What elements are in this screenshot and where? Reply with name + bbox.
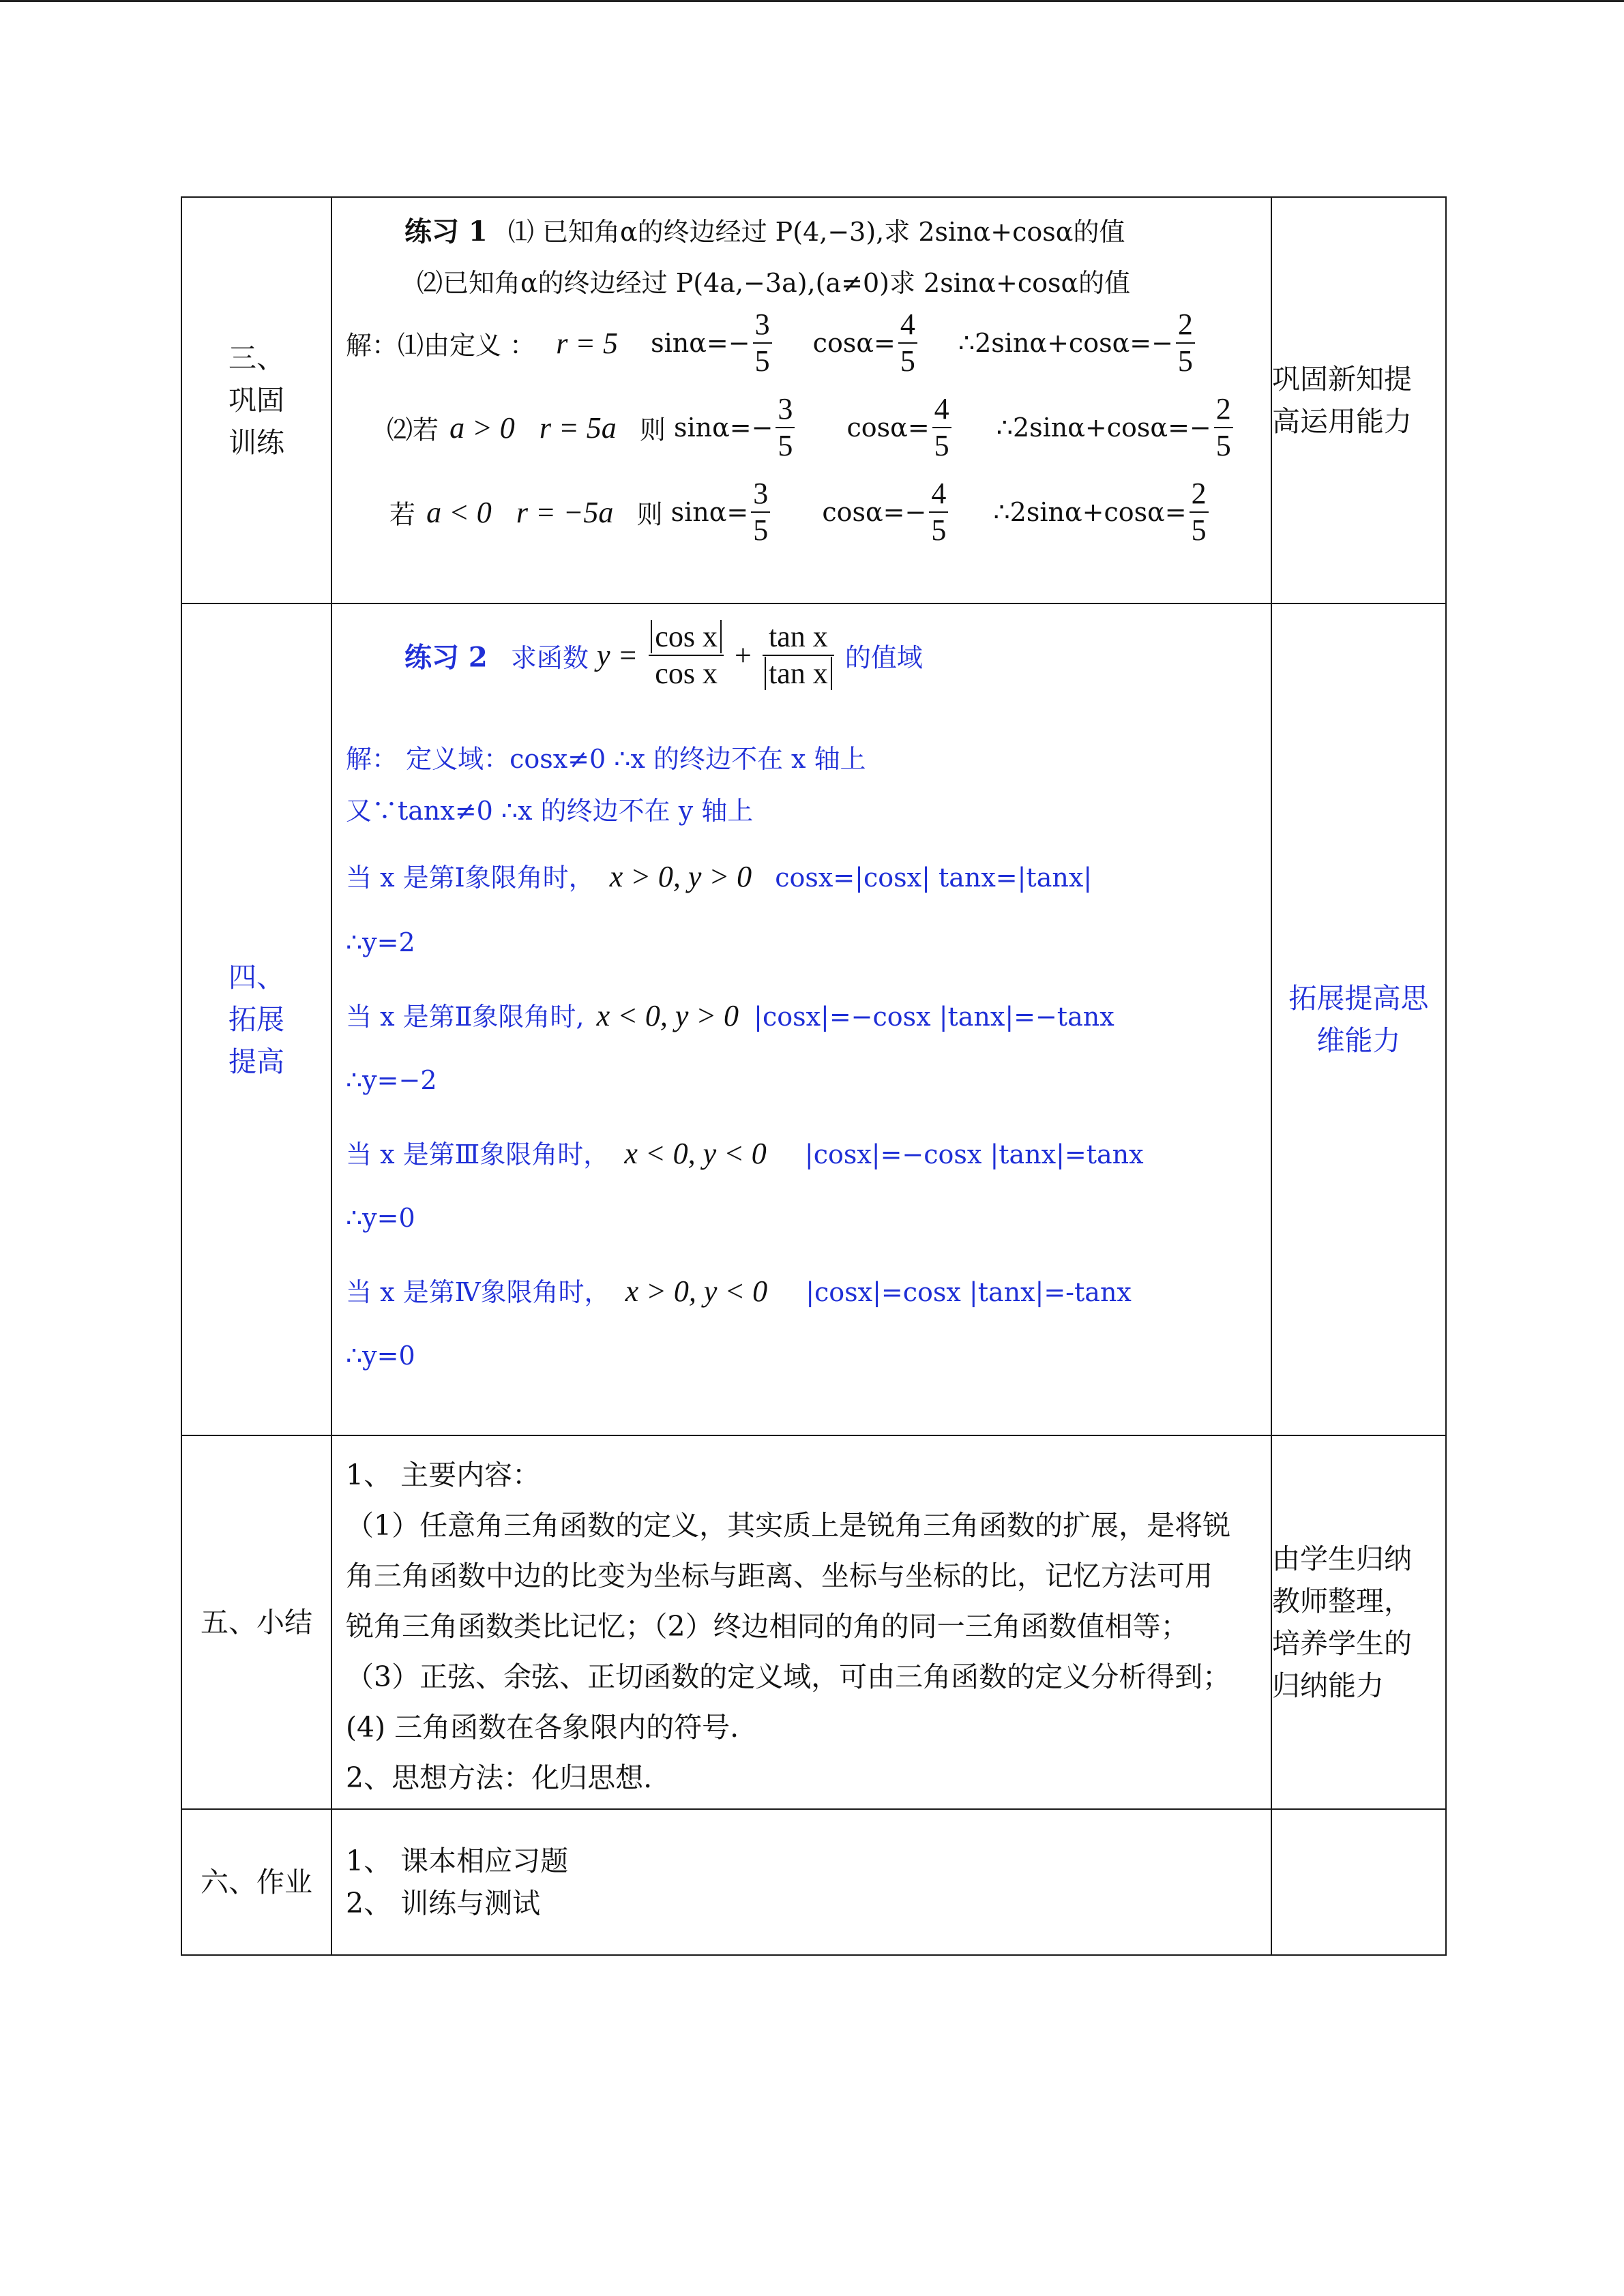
note-cell xyxy=(1271,603,1446,1435)
quadrant-3-result: ∴y=0 xyxy=(346,1203,415,1233)
quadrant-2-result: ∴y=−2 xyxy=(346,1065,437,1095)
fraction: $\frac{3}{5}$ xyxy=(776,391,795,464)
content-cell xyxy=(331,197,1271,603)
content-cell xyxy=(331,1435,1271,1809)
quadrant-1-result: ∴y=2 xyxy=(346,927,415,957)
fraction: $\frac{2}{5}$ xyxy=(1190,476,1209,548)
stage-label: 四、拓展提高 xyxy=(228,961,284,1078)
fraction: $\frac{4}{5}$ xyxy=(929,476,948,548)
fraction: $\frac{2}{5}$ xyxy=(1176,307,1195,379)
quadrant-3-line: 当 x 是第Ⅲ象限角时， x < 0, y < 0 |cosx|=−cosx |tanx|=tanx xyxy=(346,1137,1144,1170)
stage-label: 六、作业 xyxy=(201,1866,312,1898)
summary-line: 锐角三角函数类比记忆；（2）终边相同的角的同一三角函数值相等； xyxy=(346,1610,1189,1643)
note-text: 巩固新知提高运用能力 xyxy=(1272,363,1412,438)
fraction: $\frac{4}{5}$ xyxy=(932,391,951,464)
note-cell xyxy=(1271,1435,1446,1809)
summary-text xyxy=(332,1442,1271,1803)
quadrant-4-line: 当 x 是第Ⅳ象限角时， x > 0, y < 0 |cosx|=cosx |tanx|=-tanx xyxy=(346,1274,1132,1308)
fraction: $\frac{\text{cos x}}{\text{cos x}}$ xyxy=(649,619,724,691)
lesson-plan-table xyxy=(181,196,1447,1956)
list-item: 2、 训练与测试 xyxy=(346,1887,541,1920)
stage-cell xyxy=(181,1809,331,1955)
quadrant-4-result: ∴y=0 xyxy=(346,1341,415,1371)
solution-line-2: ⑵若 a > 0 r = 5a 则 sinα=− $\frac{3}{5}$ cosα= $\frac{4}{5}$ ∴2sinα+cosα=− $\frac{2}{5}$ xyxy=(387,391,1236,464)
table-row-consolidation xyxy=(181,197,1446,603)
fraction: $\frac{2}{5}$ xyxy=(1214,391,1233,464)
summary-line: 2、思想方法：化归思想. xyxy=(346,1761,653,1794)
stage-label: 三、巩固训练 xyxy=(228,342,284,459)
stage-cell xyxy=(181,1435,331,1809)
exercise-2-question: 练习 2 求函数 y = $\frac{\text{cos x}}{\text{cos x}}$ + $\frac{\text{tan x}}{\text{tan x}}$ 的值域 xyxy=(404,620,923,690)
summary-line: (4) 三角函数在各象限内的符号. xyxy=(346,1711,739,1744)
fraction: $\frac{\text{tan x}}{\text{tan x}}$ xyxy=(763,619,834,691)
solution-domain-line: 解： 定义域：cosx≠0 ∴x 的终边不在 x 轴上 xyxy=(346,744,866,774)
stage-cell xyxy=(181,197,331,603)
note-text: 由学生归纳教师整理，培养学生的归纳能力 xyxy=(1272,1542,1412,1702)
fraction: $\frac{3}{5}$ xyxy=(753,307,772,379)
table-row-summary xyxy=(181,1435,1446,1809)
note-cell xyxy=(1271,1809,1446,1955)
quadrant-2-line: 当 x 是第Ⅱ象限角时, x < 0, y > 0 |cosx|=−cosx |tanx|=−tanx xyxy=(346,999,1114,1032)
page-top-border xyxy=(0,0,1624,2)
list-item: 1、 课本相应习题 xyxy=(346,1845,569,1877)
solution-line-1: 解：⑴由定义 ： r = 5 sinα=− $\frac{3}{5}$ cosα= $\frac{4}{5}$ ∴2sinα+cosα=− $\frac{2}{5}$ xyxy=(346,307,1198,379)
table-row-homework xyxy=(181,1809,1446,1955)
summary-line: 角三角函数中边的比变为坐标与距离、坐标与坐标的比，记忆方法可用 xyxy=(346,1560,1213,1592)
stage-cell xyxy=(181,603,331,1435)
homework-list xyxy=(332,1840,1271,1924)
note-text: 拓展提高思维能力 xyxy=(1288,982,1429,1057)
summary-line: （1）任意角三角函数的定义，其实质上是锐角三角函数的扩展，是将锐 xyxy=(346,1509,1231,1542)
stage-label: 五、小结 xyxy=(201,1606,312,1639)
fraction: $\frac{3}{5}$ xyxy=(751,476,770,548)
summary-line: 1、 主要内容： xyxy=(346,1459,541,1491)
exercise-1-question-2: ⑵已知角α的终边经过 P(4a,−3a),(a≠0)求 2sinα+cosα的值 xyxy=(417,268,1131,298)
table-row-extension xyxy=(181,603,1446,1435)
quadrant-1-line: 当 x 是第Ⅰ象限角时， x > 0, y > 0 cosx=|cosx| tanx=|tanx| xyxy=(346,860,1093,893)
content-cell xyxy=(331,1809,1271,1955)
solution-line-3: 若 a < 0 r = −5a 则 sinα= $\frac{3}{5}$ cosα=− $\frac{4}{5}$ ∴2sinα+cosα= $\frac{2}{5}$ xyxy=(389,476,1211,548)
exercise-1-question-1: 练习 1 ⑴ 已知角α的终边经过 P(4,−3),求 2sinα+cosα的值 xyxy=(404,215,1125,248)
note-cell xyxy=(1271,197,1446,603)
solution-domain-line-2: 又∵tanx≠0 ∴x 的终边不在 y 轴上 xyxy=(346,796,754,826)
summary-line: （3）正弦、余弦、正切函数的定义域，可由三角函数的定义分析得到； xyxy=(346,1660,1231,1693)
fraction: $\frac{4}{5}$ xyxy=(898,307,917,379)
content-cell xyxy=(331,603,1271,1435)
